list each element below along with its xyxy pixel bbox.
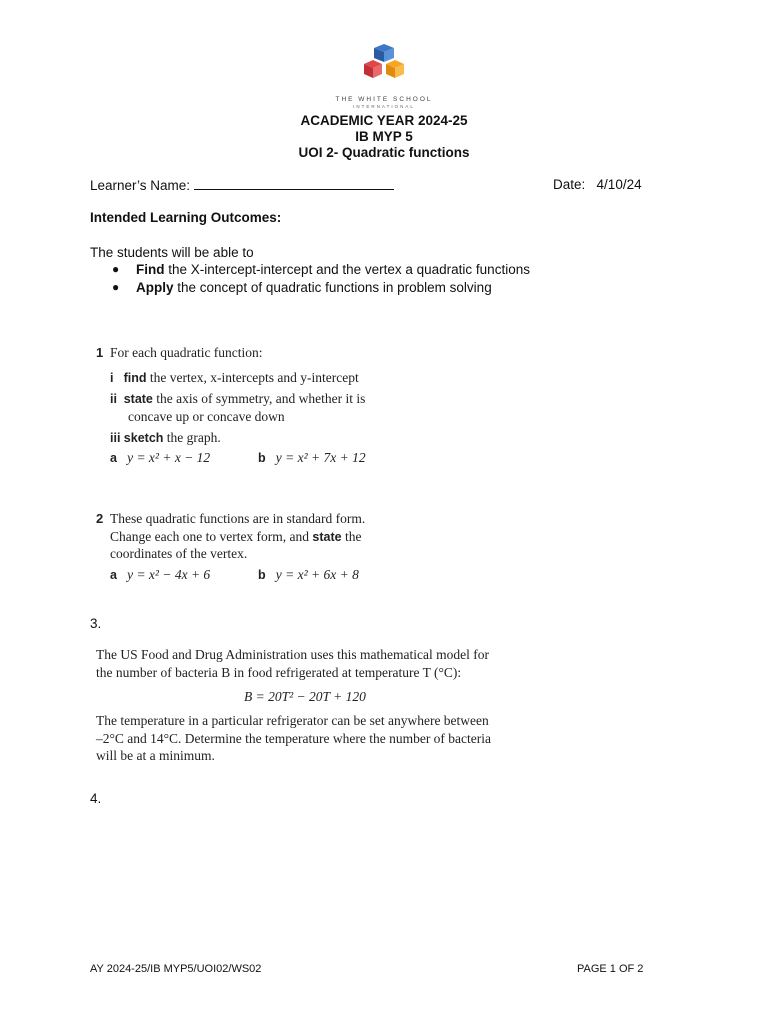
question-number: 1 — [96, 345, 104, 360]
school-logo — [362, 44, 406, 84]
academic-year-heading: ACADEMIC YEAR 2024-25 — [300, 113, 468, 128]
bullet-icon: ● — [112, 262, 120, 276]
bullet-icon: ● — [112, 280, 120, 294]
learner-name-row — [90, 177, 394, 193]
footer-code: AY 2024-25/IB MYP5/UOI02/WS02 — [90, 963, 262, 975]
page-number: PAGE 1 OF 2 — [577, 963, 644, 975]
school-name: THE WHITE SCHOOL — [335, 96, 433, 103]
date-label: Date: — [553, 177, 586, 192]
outcomes-heading: Intended Learning Outcomes: — [90, 210, 282, 225]
outcomes-intro: The students will be able to — [90, 245, 254, 260]
question-3-number: 3. — [90, 616, 102, 631]
question-4-number: 4. — [90, 791, 102, 806]
programme-heading: IB MYP 5 — [355, 129, 413, 144]
unit-heading: UOI 2- Quadratic functions — [298, 145, 470, 160]
learner-name-blank[interactable] — [194, 177, 394, 190]
date-value: 4/10/24 — [596, 177, 642, 192]
learner-name-label: Learner’s Name: — [90, 178, 191, 193]
school-subtitle: INTERNATIONAL — [353, 104, 415, 109]
question-number: 2 — [96, 511, 104, 526]
date-row — [553, 177, 642, 192]
